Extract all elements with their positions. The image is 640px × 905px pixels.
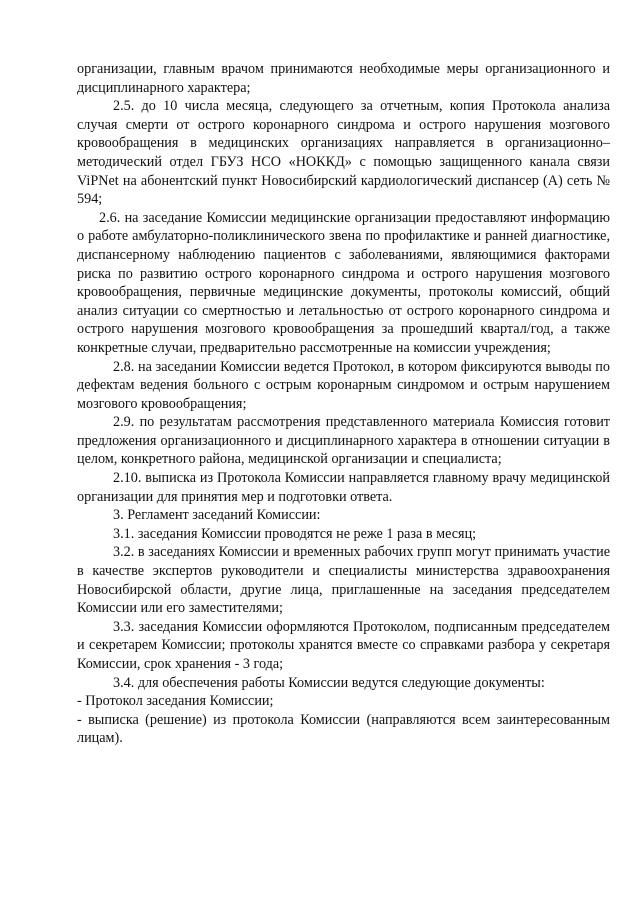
paragraph-3-2: 3.2. в заседаниях Комиссии и временных рабочих групп могут принимать участие в качестве экспертов руководители и специалисты министерства здравоохранения Новосибирской области, другие лица, приглашенные на заседания председателем Комиссии или его заместителями; [77, 544, 610, 617]
paragraph-2-10: 2.10. выписка из Протокола Комиссии направляется главному врачу медицинской организации для принятия мер и подготовки ответа. [77, 470, 610, 505]
paragraph-2-5: 2.5. до 10 числа месяца, следующего за отчетным, копия Протокола анализа случая смерти от острого коронарного синдрома и острого нарушения мозгового кровообращения в медицинских организациях направляется в организационно–методический отдел ГБУЗ НСО «НОККД» с помощью защищенного канала связи ViPNet на абонентский пункт Новосибирский кардиологический диспансер (А) сеть № 594; [77, 98, 610, 208]
list-item-protocol: - Протокол заседания Комиссии; [77, 693, 274, 710]
list-item-extract: - выписка (решение) из протокола Комиссии (направляются всем заинтересованным лицам). [77, 711, 610, 747]
paragraph-3-4: 3.4. для обеспечения работы Комиссии ведутся следующие документы: [113, 674, 545, 691]
paragraph-continuation: организации, главным врачом принимаются необходимые меры организационного и дисциплинарного характера; [77, 61, 610, 96]
paragraph-2-8: 2.8. на заседании Комиссии ведется Протокол, в котором фиксируются выводы по дефектам ведения больного с острым коронарным синдромом и острым нарушением мозгового кровообращения; [77, 358, 610, 412]
paragraph-3-3: 3.3. заседания Комиссии оформляются Протоколом, подписанным председателем и секретарем Комиссии; протоколы хранятся вместе со справками разбора у секретаря Комиссии, срок хранения - 3 года; [77, 618, 610, 672]
document-body [77, 60, 610, 748]
paragraph-2-9: 2.9. по результатам рассмотрения представленного материала Комиссия готовит предложения организационного и дисциплинарного характера в отношении ситуации в целом, конкретного района, медицинской организации и специалиста; [77, 414, 610, 468]
section-3-heading: 3. Регламент заседаний Комиссии: [113, 507, 321, 524]
paragraph-2-6: 2.6. на заседание Комиссии медицинские организации предоставляют информацию о работе амбулаторно-поликлинического звена по профилактике и ранней диагностике, диспансерному наблюдению пациентов с заболеваниями, являющимися факторами риска по развитию острого коронарного синдрома и острого нарушения мозгового кровообращения, первичные медицинские документы, протоколы комиссий, общий анализ ситуации со смертностью и летальностью от острого коронарного синдрома и острого нарушения мозгового кровообращения за прошедший квартал/год, а также конкретные случаи, предварительно рассмотренные на комиссии учреждения; [77, 209, 610, 356]
paragraph-3-1: 3.1. заседания Комиссии проводятся не реже 1 раза в месяц; [113, 525, 477, 542]
